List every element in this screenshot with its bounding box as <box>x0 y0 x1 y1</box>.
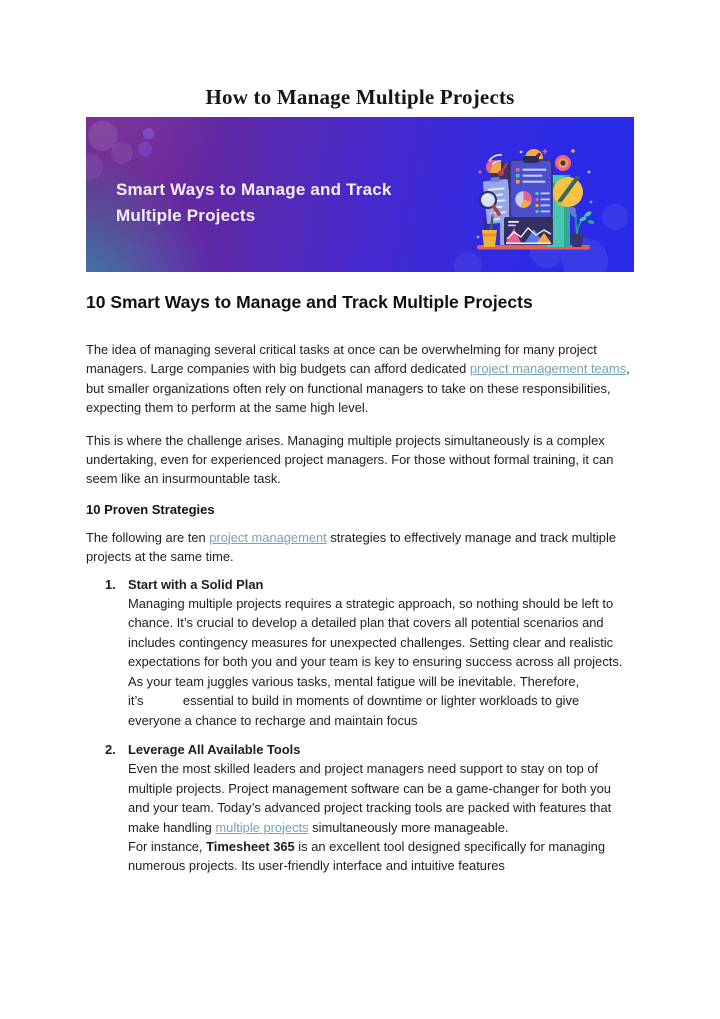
bokeh-dot <box>138 142 152 156</box>
bold-text: Timesheet 365 <box>206 838 295 854</box>
text-run: Managing multiple projects requires a strategic approach, so nothing should be left to chance. It’s crucial to develop a detailed plan that covers all potential scenarios and includes contingency measures for unexpected challenges. Setting clear and realistic expectations for both you and your team is key to ensuring success across all projects. As your team juggles various tasks, mental fatigue will be inevitable. Therefore, it’s essential to build in moments of downtime or lighter workloads to give everyone a chance to recharge and maintain focus <box>128 596 623 728</box>
workspace-illustration <box>476 147 596 252</box>
bokeh-circle <box>454 252 482 272</box>
article-heading: 10 Smart Ways to Manage and Track Multiple Projects <box>86 292 533 312</box>
inline-link[interactable]: project management teams <box>469 361 627 377</box>
text-run: strategies to effectively manage and track multiple projects at the same time. <box>86 529 616 565</box>
text-run: The idea of managing several critical tasks at once can be overwhelming for many project managers. Large companies with big budgets can afford dedicated <box>86 342 597 377</box>
bokeh-circle <box>111 142 133 164</box>
list-item-title: Start with a Solid Plan <box>128 576 264 592</box>
intro-paragraph-2 <box>86 431 634 489</box>
banner-heading <box>116 177 392 228</box>
list-item-body <box>128 837 634 876</box>
strategies-intro-paragraph <box>86 528 634 567</box>
list-item-number: 1. <box>105 576 116 592</box>
bokeh-circle <box>602 204 628 230</box>
banner-heading-line2: Multiple Projects <box>116 205 256 225</box>
donut-icon <box>555 155 571 171</box>
clipboard-icon <box>510 156 552 220</box>
banner-heading-line1: Smart Ways to Manage and Track <box>116 180 392 199</box>
list-item-2 <box>86 740 634 876</box>
text-run: , but smaller organizations often rely on functional managers to take on these responsibilities, expecting them to perform at the same high level. <box>86 361 630 416</box>
banner-image <box>86 117 634 272</box>
text-run: For instance, <box>128 838 207 854</box>
pie-chart-icon <box>515 191 532 208</box>
list-item-title: Leverage All Available Tools <box>128 741 301 757</box>
text-run: simultaneously more manageable. <box>308 819 509 835</box>
list-item-body <box>128 759 634 837</box>
document-title: How to Manage Multiple Projects <box>205 85 515 109</box>
analytics-chart-icon <box>500 217 553 245</box>
strategy-list <box>86 575 634 876</box>
text-run: This is where the challenge arises. Managing multiple projects simultaneously is a complex undertaking, even for experienced project managers. For those without formal training, it can seem like an insurmountable task. <box>86 432 614 487</box>
list-item-number: 2. <box>105 741 116 757</box>
plant-icon <box>570 210 595 247</box>
bokeh-dot <box>143 128 154 139</box>
pencil-icon <box>553 177 583 207</box>
inline-link[interactable]: multiple projects <box>215 819 309 835</box>
text-run: Even the most skilled leaders and project managers need support to stay on top of multiple projects. Project management software can be a game-changer for both you and your team. Today’s advanced project tracking tools are packed with features that make handling <box>128 761 612 835</box>
text-run: The following are ten <box>86 529 210 545</box>
list-item-body <box>128 594 634 730</box>
intro-paragraph-1 <box>86 340 634 418</box>
inline-link[interactable]: project management <box>209 529 327 545</box>
list-item-1 <box>86 575 634 730</box>
strategies-subheading: 10 Proven Strategies <box>86 501 215 517</box>
bokeh-circle <box>86 154 103 180</box>
text-run: is an excellent tool designed specifically for managing numerous projects. Its user-friendly interface and intuitive features <box>128 838 605 874</box>
